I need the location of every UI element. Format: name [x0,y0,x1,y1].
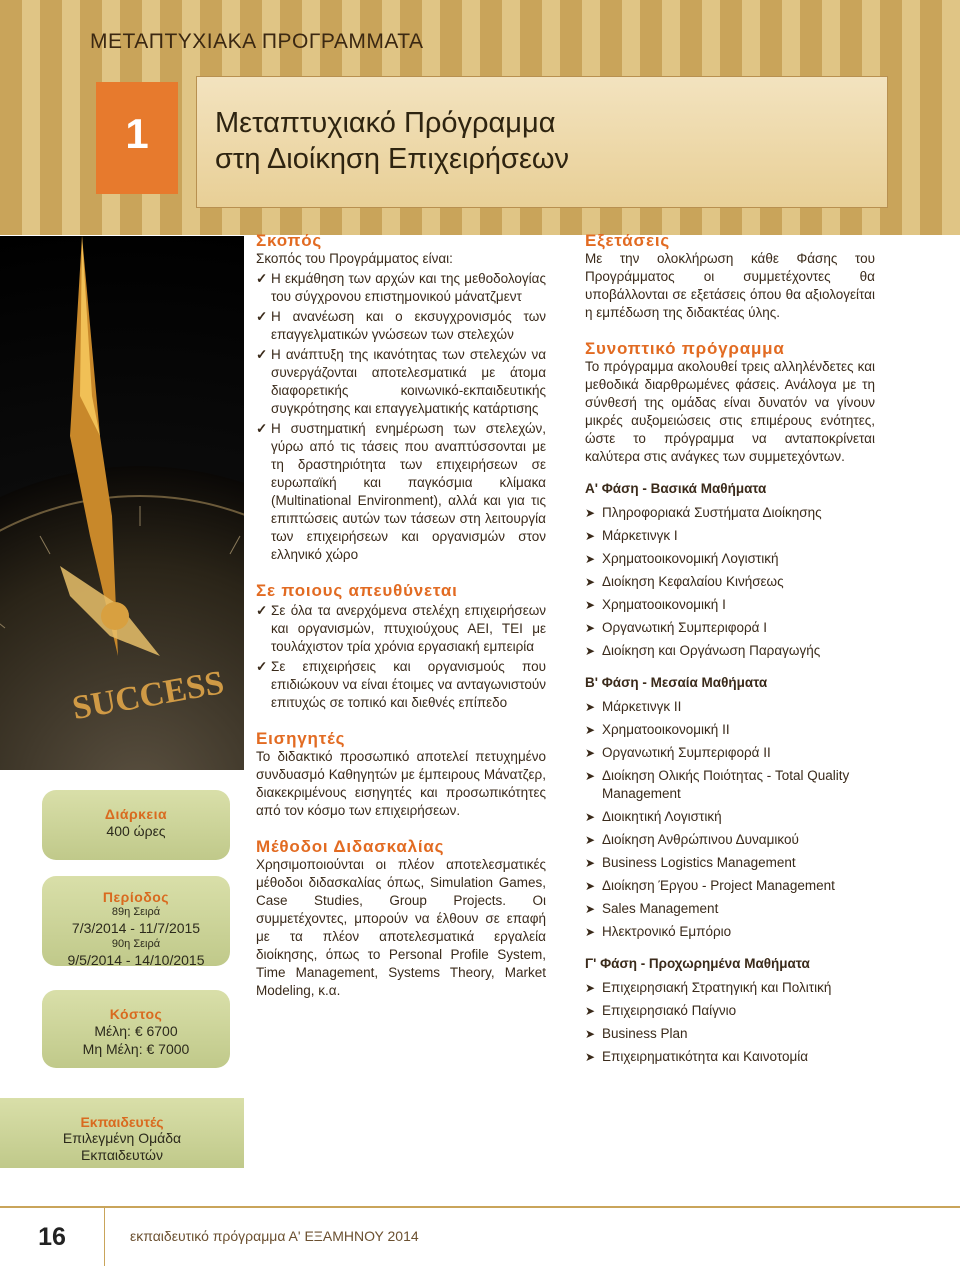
page-number: 16 [0,1208,105,1266]
period-series-2: 90η Σειρά [111,938,161,950]
phase-b-course: ➤ Ηλεκτρονικό Εμπόριο [585,923,875,941]
phase-b-course: ➤ Διοίκηση Ολικής Ποιότητας - Total Quality Management [585,767,875,803]
educators-label: Εκπαιδευτές [80,1114,164,1130]
methods-text: Χρησιμοποιούνται οι πλέον αποτελεσματικές μέθοδοι διδασκαλίας όπως, Simulation Games, Case Studies, Group Projects. Οι συμμετέχοντες, μπορούν να έλθουν σε επαφή με τα πλέον αποτελεσματικά εργαλεία διοίκησης, όπως το Personal Profile System, Time Management, Systems Theory, Market Modeling, κ.α. [256,857,546,998]
period-box [42,876,230,966]
phase-b-course: ➤ Διοίκηση Ανθρώπινου Δυναμικού [585,831,875,849]
summary-heading: Συνοπτικό πρόγραμμα [585,339,785,358]
instructors-section [256,730,546,820]
audience-item: ✓ Σε όλα τα ανερχόμενα στελέχη επιχειρήσεων και οργανισμών, πτυχιούχους ΑΕΙ, ΤΕΙ με τουλάχιστον τρία χρόνια εργασιακή εμπειρία [256,602,546,656]
compass-illustration [0,236,244,770]
instructors-heading: Εισηγητές [256,729,346,748]
period-label: Περίοδος [102,889,170,905]
phase-b-course: ➤ Διοικητική Λογιστική [585,808,875,826]
cost-non-member: Μη Μέλη: € 7000 [82,1041,190,1057]
phase-b-course: ➤ Sales Management [585,900,875,918]
program-number-badge [96,82,178,194]
purpose-heading: Σκοπός [256,231,323,250]
phase-b-course: ➤ Οργανωτική Συμπεριφορά ΙΙ [585,744,875,762]
cost-label: Κόστος [109,1006,163,1022]
phase-a-course: ➤ Διοίκηση και Οργάνωση Παραγωγής [585,642,875,660]
educators-box [0,1098,244,1168]
audience-item: ✓ Σε επιχειρήσεις και οργανισμούς που επιδιώκουν να είναι έτοιμες να ανταγωνιστούν επιτυχώς σε τοπικό και διεθνές επίπεδο [256,658,546,712]
footer-divider [0,1206,960,1208]
phase-b-course: ➤ Χρηματοοικονομική ΙΙ [585,721,875,739]
instructors-text: Το διδακτικό προσωπικό αποτελεί πετυχημένο συνδυασμό Καθηγητών με έμπειρους Μάνατζερ, διακεκριμένους εισηγητές και προσωπικότητες από τον κόσμο των επιχειρήσεων. [256,749,546,818]
duration-value: 400 ώρες [106,823,166,839]
middle-column [256,232,546,1018]
cost-box [42,990,230,1068]
exams-section [585,232,875,322]
duration-label: Διάρκεια [104,806,168,822]
phase-c-heading: Γ' Φάση - Προχωρημένα Μαθήματα [585,956,810,971]
period-series-1: 89η Σειρά [111,906,161,918]
purpose-intro: Σκοπός του Προγράμματος είναι: [256,251,453,266]
program-title-box [196,76,888,208]
program-title-line1: Μεταπτυχιακό Πρόγραμμα [215,107,556,139]
phase-a-course: ➤ Πληροφοριακά Συστήματα Διοίκησης [585,504,875,522]
exams-text: Με την ολοκλήρωση κάθε Φάσης του Προγράμματος οι συμμετέχοντες θα υποβάλλονται σε εξετάσεις όπου θα αξιολογείται η εμπέδωση της διδακτέας ύλης. [585,251,875,320]
methods-heading: Μέθοδοι Διδασκαλίας [256,837,445,856]
phase-a-course: ➤ Χρηματοοικονομική Ι [585,596,875,614]
phase-b-course: ➤ Μάρκετινγκ ΙΙ [585,698,875,716]
purpose-section [256,232,546,564]
purpose-item: ✓ Η συστηματική ενημέρωση των στελεχών, γύρω από τις τάσεις που αναπτύσσονται με τη δραστηριότητα των επιχειρήσεων σε ευρωπαϊκή και παγκόσμια κλίμακα (Multinational Environment), αλλά και για τις επιπτώσεις αυτών των τάσεων στη λειτουργία των επιχειρήσεων και οργανισμών στον ελληνικό χώρο [256,420,546,564]
cost-member: Μέλη: € 6700 [94,1023,178,1039]
compass-text: SUCCESS [69,664,227,728]
phase-a-course: ➤ Χρηματοοικονομική Λογιστική [585,550,875,568]
phase-b-course: ➤ Διοίκηση Έργου - Project Management [585,877,875,895]
duration-box [42,790,230,860]
phase-a-heading: Α' Φάση - Βασικά Μαθήματα [585,481,767,496]
phase-a-course: ➤ Διοίκηση Κεφαλαίου Κινήσεως [585,573,875,591]
phase-a-course: ➤ Μάρκετινγκ Ι [585,527,875,545]
audience-heading: Σε ποιους απευθύνεται [256,581,458,600]
right-column [585,232,875,1071]
purpose-item: ✓ Η εκμάθηση των αρχών και της μεθοδολογίας του σύγχρονου επιστημονικού μάνατζμεντ [256,270,546,306]
compass-center [101,602,129,630]
phase-b-course: ➤ Business Logistics Management [585,854,875,872]
program-title-line2: στη Διοίκηση Επιχειρήσεων [215,143,570,175]
exams-heading: Εξετάσεις [585,231,671,250]
section-title: ΜΕΤΑΠΤΥΧΙΑΚΑ ΠΡΟΓΡΑΜΜΑΤΑ [90,30,424,53]
educators-line2: Εκπαιδευτών [81,1147,163,1163]
phase-c-course: ➤ Business Plan [585,1025,875,1043]
phase-c-course: ➤ Επιχειρησιακό Παίγνιο [585,1002,875,1020]
phase-b-heading: Β' Φάση - Μεσαία Μαθήματα [585,675,768,690]
phase-a-course: ➤ Οργανωτική Συμπεριφορά Ι [585,619,875,637]
purpose-item: ✓ Η ανανέωση και ο εκσυγχρονισμός των επαγγελματικών γνώσεων των στελεχών [256,308,546,344]
summary-section [585,340,875,1066]
program-number: 1 [125,110,149,157]
footer-text: εκπαιδευτικό πρόγραμμα Α' ΕΞΑΜΗΝΟΥ 2014 [130,1228,419,1244]
audience-section [256,582,546,712]
program-title [215,105,569,177]
period-dates-2: 9/5/2014 - 14/10/2015 [67,952,205,968]
phase-c-course: ➤ Επιχειρηματικότητα και Καινοτομία [585,1048,875,1066]
phase-c-course: ➤ Επιχειρησιακή Στρατηγική και Πολιτική [585,979,875,997]
period-dates-1: 7/3/2014 - 11/7/2015 [71,920,201,936]
methods-section [256,838,546,1000]
compass-photo [0,236,244,770]
purpose-item: ✓ Η ανάπτυξη της ικανότητας των στελεχών να συνεργάζονται αποτελεσματικά με άτομα διαφορετικής κοινωνικό-εκπαιδευτικής συγκρότησης και επαγγελματικής κατάρτισης [256,346,546,418]
educators-line1: Επιλεγμένη Ομάδα [62,1130,182,1146]
summary-text: Το πρόγραμμα ακολουθεί τρεις αλληλένδετες και μεθοδικά διαρθρωμένες φάσεις. Ανάλογα με τη σύνθεσή της ομάδας είναι δυνατόν να γίνουν μικρές αυξομειώσεις στις επιμέρους ενότητες, ώστε το πρόγραμμα να ανταποκρίνεται καλύτερα στις ανάγκες των συμμετεχόντων. [585,359,875,464]
